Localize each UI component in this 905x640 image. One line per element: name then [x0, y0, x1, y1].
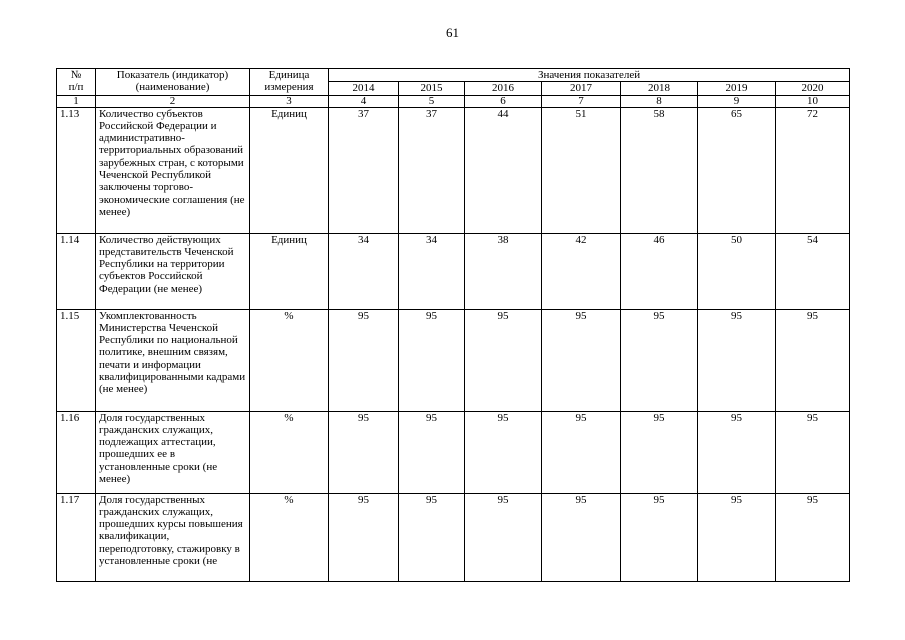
unit-cell: Единиц [250, 233, 329, 309]
row-number: 1.14 [57, 233, 96, 309]
value-cell: 95 [329, 309, 399, 411]
header-row-column-numbers [57, 95, 850, 107]
row-number: 1.15 [57, 309, 96, 411]
row-number: 1.16 [57, 411, 96, 493]
column-number: 5 [399, 95, 465, 107]
unit-cell: Единиц [250, 107, 329, 233]
header-unit: Единица измерения [250, 69, 329, 96]
value-cell: 38 [465, 233, 542, 309]
value-cell: 58 [621, 107, 698, 233]
value-cell: 95 [465, 493, 542, 581]
indicator-name: Доля государственных гражданских служащих, подлежащих аттестации, прошедших ее в установленные сроки (не менее) [96, 411, 250, 493]
column-number: 4 [329, 95, 399, 107]
value-cell: 54 [776, 233, 850, 309]
column-number: 10 [776, 95, 850, 107]
value-cell: 95 [698, 309, 776, 411]
value-cell: 95 [465, 411, 542, 493]
header-year: 2018 [621, 82, 698, 95]
row-number: 1.17 [57, 493, 96, 581]
value-cell: 95 [621, 411, 698, 493]
value-cell: 95 [776, 309, 850, 411]
value-cell: 95 [776, 411, 850, 493]
column-number: 3 [250, 95, 329, 107]
value-cell: 95 [399, 309, 465, 411]
page-number: 61 [446, 25, 459, 40]
header-row-1 [57, 69, 850, 82]
header-year: 2014 [329, 82, 399, 95]
value-cell: 34 [399, 233, 465, 309]
value-cell: 95 [621, 309, 698, 411]
value-cell: 95 [329, 493, 399, 581]
value-cell: 46 [621, 233, 698, 309]
indicator-name: Доля государственных гражданских служащих, прошедших курсы повышения квалификации, переподготовку, стажировку в установленные сроки (не [96, 493, 250, 581]
indicators-table [56, 68, 850, 582]
value-cell: 37 [399, 107, 465, 233]
table-row [57, 309, 850, 411]
value-cell: 95 [698, 493, 776, 581]
header-name: Показатель (индикатор) (наименование) [96, 69, 250, 96]
table-row [57, 411, 850, 493]
header-num: № п/п [57, 69, 96, 96]
table-row [57, 233, 850, 309]
value-cell: 44 [465, 107, 542, 233]
column-number: 2 [96, 95, 250, 107]
value-cell: 50 [698, 233, 776, 309]
column-number: 7 [542, 95, 621, 107]
value-cell: 95 [621, 493, 698, 581]
table-row [57, 107, 850, 233]
value-cell: 95 [329, 411, 399, 493]
unit-cell: % [250, 411, 329, 493]
table-row [57, 493, 850, 581]
value-cell: 95 [542, 411, 621, 493]
header-year: 2016 [465, 82, 542, 95]
unit-cell: % [250, 493, 329, 581]
indicator-name: Количество субъектов Российской Федерации и административно-территориальных образований зарубежных стран, с которыми Чеченской Республикой заключены торгово-экономические соглашения (не менее) [96, 107, 250, 233]
value-cell: 72 [776, 107, 850, 233]
column-number: 6 [465, 95, 542, 107]
column-number: 1 [57, 95, 96, 107]
header-year: 2017 [542, 82, 621, 95]
value-cell: 95 [542, 493, 621, 581]
value-cell: 95 [776, 493, 850, 581]
value-cell: 95 [399, 493, 465, 581]
unit-cell: % [250, 309, 329, 411]
header-year: 2020 [776, 82, 850, 95]
row-number: 1.13 [57, 107, 96, 233]
column-number: 9 [698, 95, 776, 107]
value-cell: 42 [542, 233, 621, 309]
value-cell: 37 [329, 107, 399, 233]
indicator-name: Количество действующих представительств Чеченской Республики на территории субъектов Российской Федерации (не менее) [96, 233, 250, 309]
value-cell: 65 [698, 107, 776, 233]
header-year: 2019 [698, 82, 776, 95]
value-cell: 95 [465, 309, 542, 411]
header-year: 2015 [399, 82, 465, 95]
indicator-name: Укомплектованность Министерства Чеченской Республики по национальной политике, внешним связям, печати и информации квалифицированными кадрами (не менее) [96, 309, 250, 411]
value-cell: 95 [698, 411, 776, 493]
column-number: 8 [621, 95, 698, 107]
value-cell: 95 [542, 309, 621, 411]
header-values-group: Значения показателей [329, 69, 850, 82]
value-cell: 51 [542, 107, 621, 233]
value-cell: 95 [399, 411, 465, 493]
value-cell: 34 [329, 233, 399, 309]
